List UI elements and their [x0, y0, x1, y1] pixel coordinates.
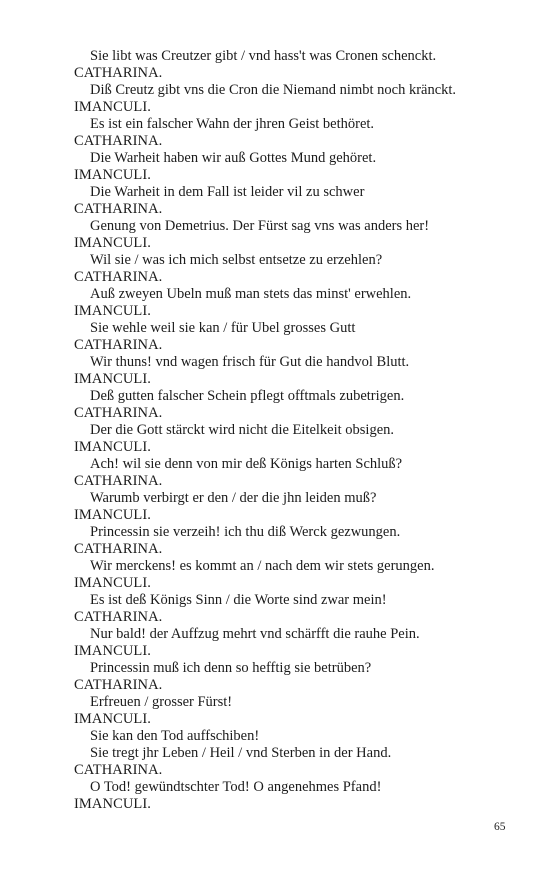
verse-line: Sie kan den Tod auffschiben! [90, 728, 260, 744]
speaker-name: CATHARINA. [74, 269, 163, 285]
speaker-name: IMANCULI. [74, 235, 152, 251]
speaker-name: CATHARINA. [74, 609, 163, 625]
verse-line: Princessin muß ich denn so hefftig sie betrüben? [90, 660, 372, 676]
speaker-name: IMANCULI. [74, 167, 152, 183]
speaker-name: CATHARINA. [74, 541, 163, 557]
verse-line: Es ist ein falscher Wahn der jhren Geist bethöret. [90, 116, 375, 132]
verse-line: Wir thuns! vnd wagen frisch für Gut die handvol Blutt. [90, 354, 410, 370]
speaker-name: CATHARINA. [74, 677, 163, 693]
dialogue-text [74, 48, 514, 813]
verse-line: Diß Creutz gibt vns die Cron die Niemand nimbt noch kränckt. [90, 82, 457, 98]
speaker-name: CATHARINA. [74, 473, 163, 489]
speaker-name: IMANCULI. [74, 439, 152, 455]
speaker-name: IMANCULI. [74, 643, 152, 659]
verse-line: Wir merckens! es kommt an / nach dem wir stets gerungen. [90, 558, 435, 574]
verse-line: Die Warheit in dem Fall ist leider vil zu schwer [90, 184, 365, 200]
speaker-name: IMANCULI. [74, 303, 152, 319]
speaker-name: IMANCULI. [74, 371, 152, 387]
verse-line: Erfreuen / grosser Fürst! [90, 694, 233, 710]
verse-line: Deß gutten falscher Schein pflegt offtmals zubetrigen. [90, 388, 405, 404]
verse-line: O Tod! gewündtschter Tod! O angenehmes Pfand! [90, 779, 382, 795]
speaker-name: IMANCULI. [74, 796, 152, 812]
verse-line: Es ist deß Königs Sinn / die Worte sind zwar mein! [90, 592, 387, 608]
verse-line: Sie tregt jhr Leben / Heil / vnd Sterben in der Hand. [90, 745, 392, 761]
speaker-name: CATHARINA. [74, 133, 163, 149]
verse-line: Ach! wil sie denn von mir deß Königs harten Schluß? [90, 456, 403, 472]
verse-line: Die Warheit haben wir auß Gottes Mund gehöret. [90, 150, 377, 166]
verse-line: Princessin sie verzeih! ich thu diß Werck gezwungen. [90, 524, 401, 540]
speaker-name: IMANCULI. [74, 507, 152, 523]
verse-line: Genung von Demetrius. Der Fürst sag vns was anders her! [90, 218, 430, 234]
speaker-name: IMANCULI. [74, 99, 152, 115]
speaker-name: IMANCULI. [74, 711, 152, 727]
speaker-name: CATHARINA. [74, 405, 163, 421]
verse-line: Wil sie / was ich mich selbst entsetze zu erzehlen? [90, 252, 383, 268]
page-number: 65 [494, 821, 506, 833]
speaker-name: IMANCULI. [74, 575, 152, 591]
verse-line: Auß zweyen Ubeln muß man stets das minst' erwehlen. [90, 286, 412, 302]
verse-line: Sie libt was Creutzer gibt / vnd hass't was Cronen schenckt. [90, 48, 437, 64]
verse-line: Nur bald! der Auffzug mehrt vnd schärfft die rauhe Pein. [90, 626, 420, 642]
verse-line: Der die Gott stärckt wird nicht die Eitelkeit obsigen. [90, 422, 395, 438]
speaker-name: CATHARINA. [74, 201, 163, 217]
speaker-name: CATHARINA. [74, 762, 163, 778]
speaker-name: CATHARINA. [74, 337, 163, 353]
verse-line: Sie wehle weil sie kan / für Ubel grosses Gutt [90, 320, 356, 336]
verse-line: Warumb verbirgt er den / der die jhn leiden muß? [90, 490, 377, 506]
speaker-name: CATHARINA. [74, 65, 163, 81]
